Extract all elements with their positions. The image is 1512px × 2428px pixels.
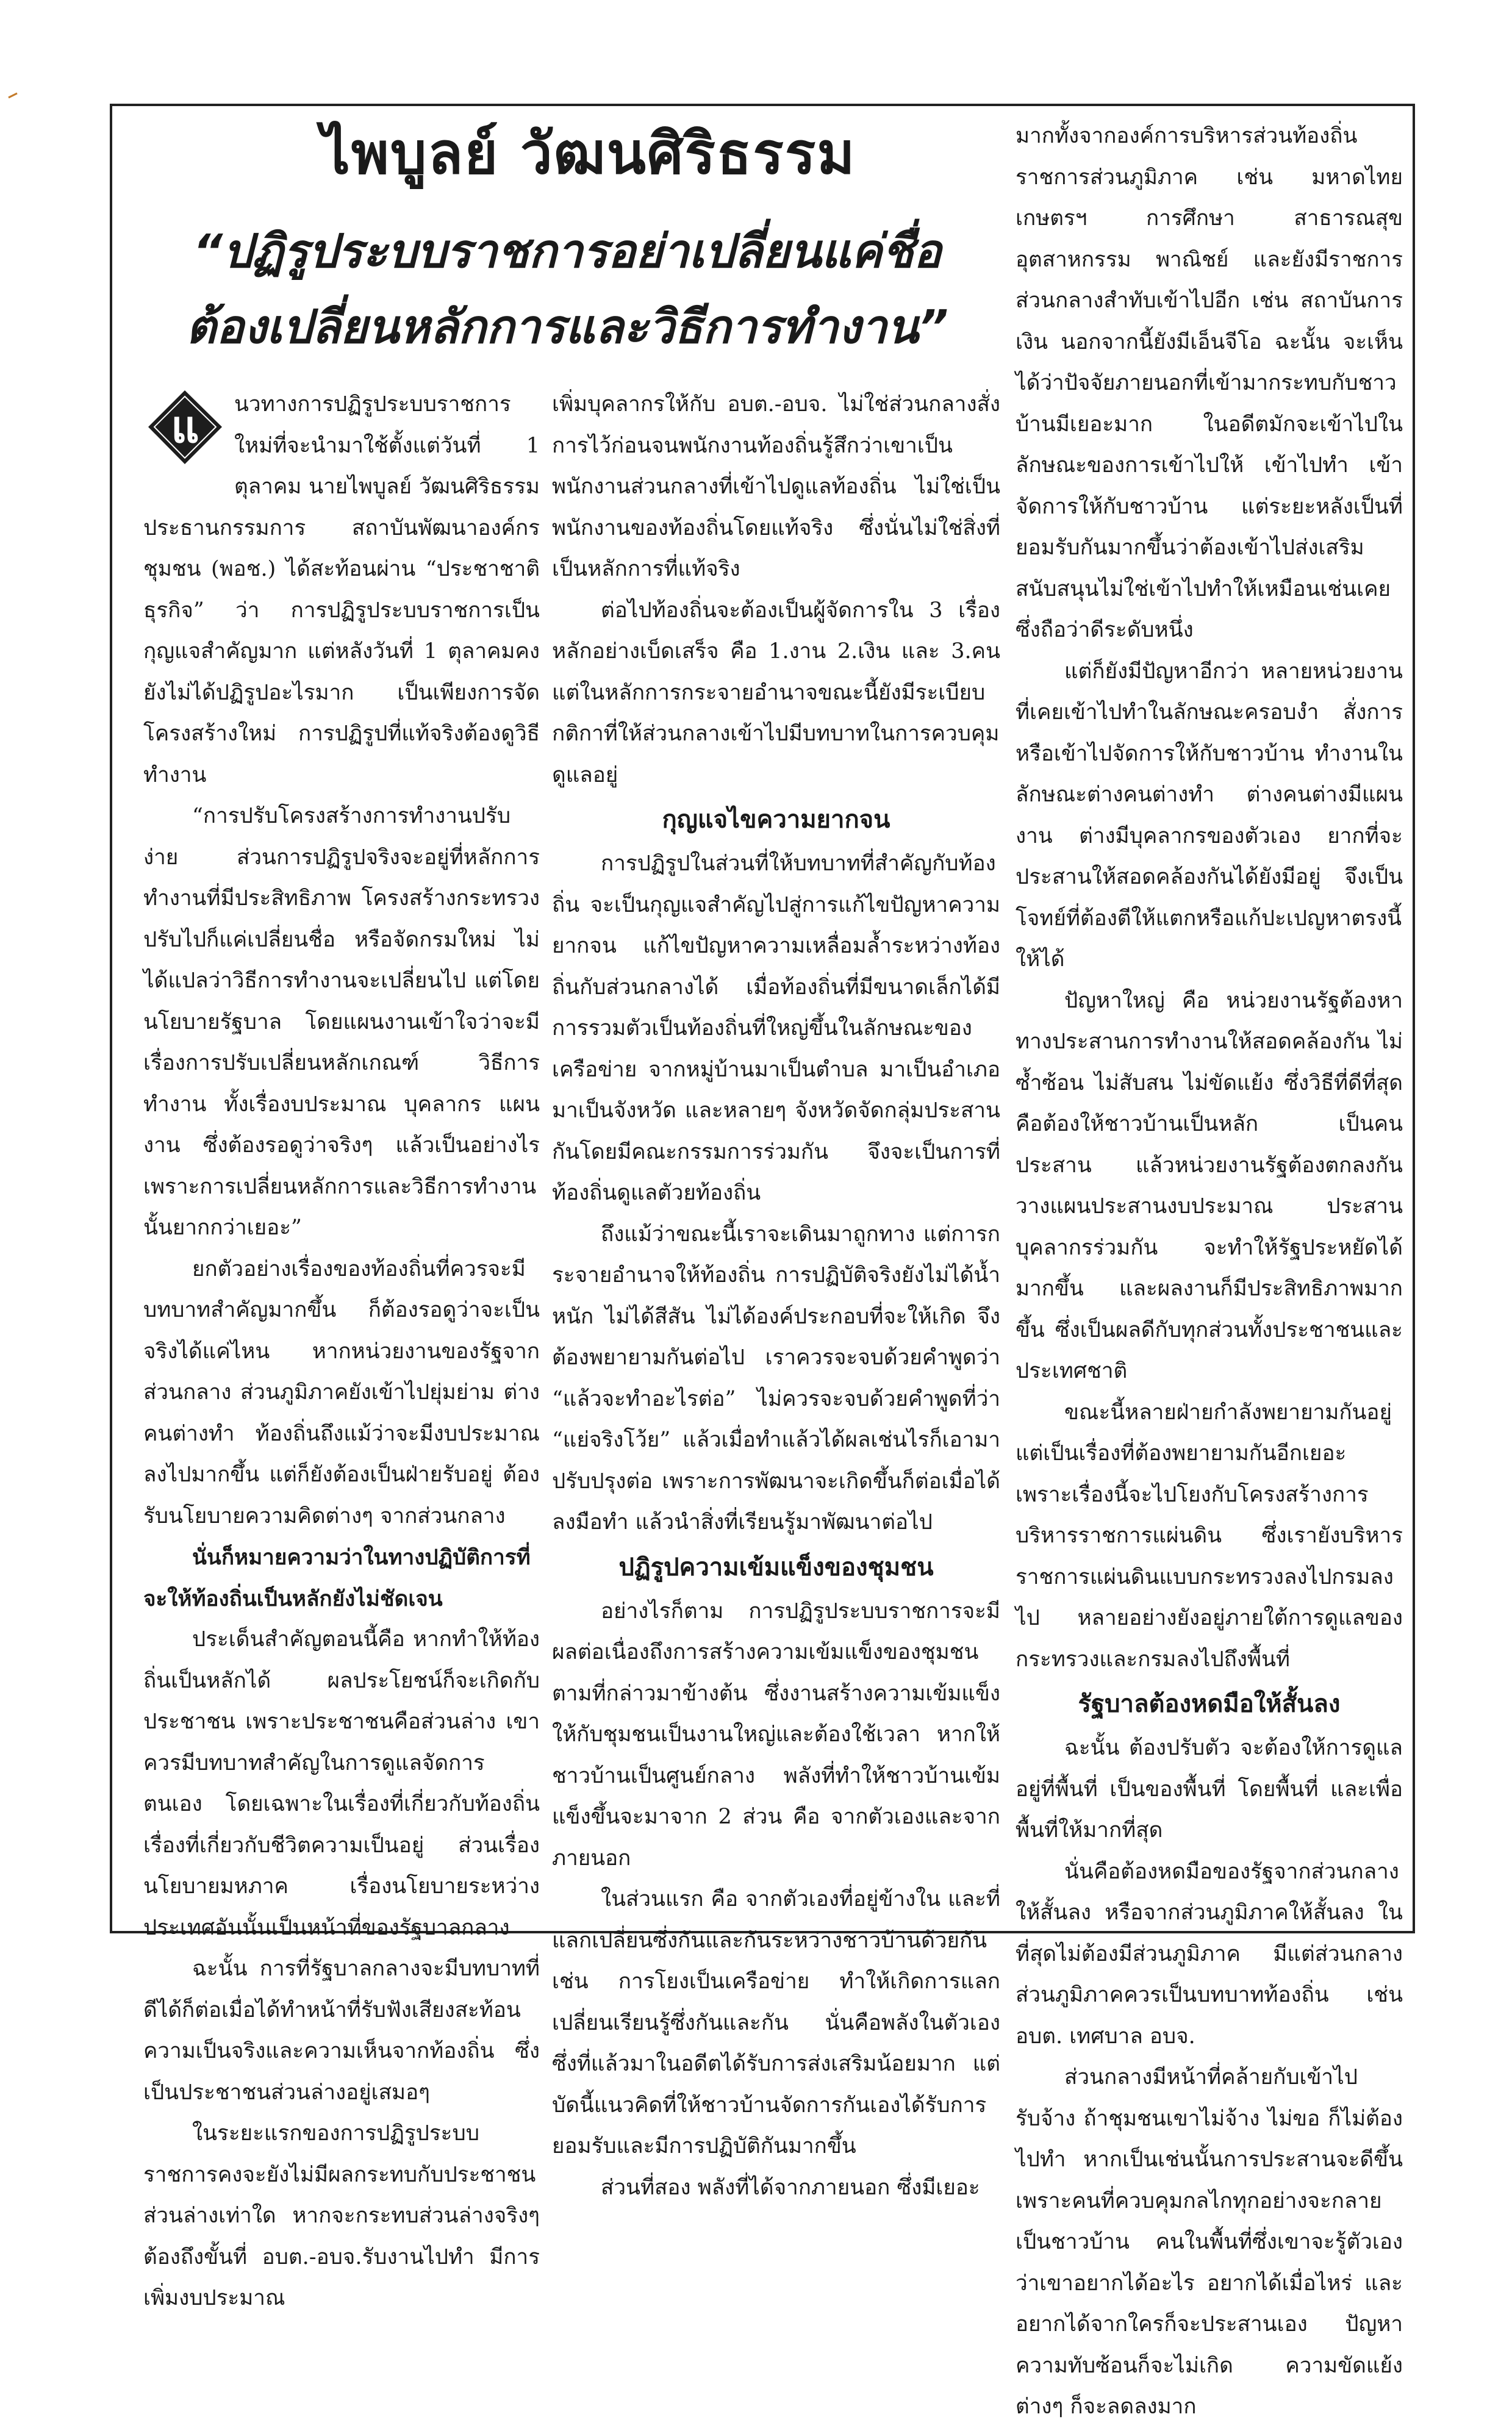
paragraph: ในส่วนแรก คือ จากตัวเองที่อยู่ข้างใน และที่แลกเปลี่ยนซึ่งกันและกันระหว่างชาวบ้านด้วยกัน เช่น การโยงเป็นเครือข่าย ทำให้เกิดการแลกเปลี่ยนเรียนรู้ซึ่งกันและกัน นั่นคือพลังในตัวเอง ซึ่งที่แล้วมาในอดีตได้รับการส่งเสริมน้อยมาก แต่บัดนี้แนวคิดที่ให้ชาวบ้านจัดการกันเองได้รับการยอมรับและมีการปฏิบัติกันมากขึ้น [552,1887,1000,2158]
section-heading: กุญแจไขความยากจน [662,806,890,834]
paragraph: ฉะนั้น การที่รัฐบาลกลางจะมีบทบาทที่ดีได้ก็ต่อเมื่อได้ทำหน้าที่รับฟังเสียงสะท้อนความเป็นจริงและความเห็นจากท้องถิ่น ซึ่งเป็นประชาชนส่วนล่างอยู่เสมอๆ [143,1957,540,2105]
article-subtitle [122,213,1012,365]
dropcap [147,389,223,465]
paragraph: ประเด็นสำคัญตอนนี้คือ หากทำให้ท้องถิ่นเป็นหลักได้ ผลประโยชน์ก็จะเกิดกับประชาชน เพราะประชาชนคือส่วนล่าง เขาควรมีบทบาทสำคัญในการดูแลจัดการตนเอง โดยเฉพาะในเรื่องที่เกี่ยวกับท้องถิ่น เรื่องที่เกี่ยวกับชีวิตความเป็นอยู่ ส่วนเรื่องนโยบายมหภาค เรื่องนโยบายระหว่างประเทศอันนั้นเป็นหน้าที่ของรัฐบาลกลาง [143,1627,540,1940]
paragraph: ยกตัวอย่างเรื่องของท้องถิ่นที่ควรจะมีบทบาทสำคัญมากขึ้น ก็ต้องรอดูว่าจะเป็นจริงได้แค่ไหน หากหน่วยงานของรัฐจากส่วนกลาง ส่วนภูมิภาคยังเข้าไปยุ่มย่าม ต่างคนต่างทำ ท้องถิ่นถึงแม้ว่าจะมีงบประมาณลงไปมากขึ้น แต่ก็ยังต้องเป็นฝ่ายรับอยู่ ต้องรับนโยบายความคิดต่างๆ จากส่วนกลาง [143,1256,540,1528]
paragraph: นั่นคือต้องหดมือของรัฐจากส่วนกลางให้สั้นลง หรือจากส่วนภูมิภาคให้สั้นลง ในที่สุดไม่ต้องมีส่วนภูมิภาค มีแต่ส่วนกลาง ส่วนภูมิภาคควรเป็นบทบาทท้องถิ่น เช่น อบต. เทศบาล อบจ. [1016,1859,1403,2049]
subtitle-line-1: “ปฏิรูประบบราชการอย่าเปลี่ยนแค่ชื่อ [193,224,942,278]
paragraph: ถึงแม้ว่าขณะนี้เราจะเดินมาถูกทาง แต่การกระจายอำนาจให้ท้องถิ่น การปฏิบัติจริงยังไม่ได้น้ำหนัก ไม่ได้สีสัน ไม่ได้องค์ประกอบที่จะให้เกิด จึงต้องพยายามกันต่อไป เราควรจะจบด้วยคำพูดว่า “แล้วจะทำอะไรต่อ” ไม่ควรจะจบด้วยคำพูดที่ว่า “แย่จริงโว้ย” แล้วเมื่อทำแล้วได้ผลเช่นไรก็เอามาปรับปรุงต่อ เพราะการพัฒนาจะเกิดขึ้นก็ต่อเมื่อได้ลงมือทำ แล้วนำสิ่งที่เรียนรู้มาพัฒนาต่อไป [552,1222,1000,1535]
subtitle-line-2: ต้องเปลี่ยนหลักการและวิธีการทำงาน” [186,299,948,354]
paragraph: ฉะนั้น ต้องปรับตัว จะต้องให้การดูแลอยู่ที่พื้นที่ เป็นของพื้นที่ โดยพื้นที่ และเพื่อพื้นที่ให้มากที่สุด [1016,1736,1403,1842]
paragraph: นวทางการปฏิรูประบบราชการใหม่ที่จะนำมาใช้ตั้งแต่วันที่ 1 ตุลาคม นายไพบูลย์ วัฒนศิริธรรม ประธานกรรมการ สถาบันพัฒนาองค์กรชุมชน (พอช.) ได้สะท้อนผ่าน “ประชาชาติธุรกิจ” ว่า การปฏิรูประบบราชการเป็นกุญแจสำคัญมาก แต่หลังวันที่ 1 ตุลาคมคงยังไม่ได้ปฏิรูปอะไรมาก เป็นเพียงการจัดโครงสร้างใหม่ การปฏิรูปที่แท้จริงต้องดูวิธีทำงาน [143,392,540,787]
paragraph: เพิ่มบุคลากรให้กับ อบต.-อบจ. ไม่ใช่ส่วนกลางสั่งการไว้ก่อนจนพนักงานท้องถิ่นรู้สึกว่าเขาเป็นพนักงานส่วนกลางที่เข้าไปดูแลท้องถิ่น ไม่ใช่เป็นพนักงานของท้องถิ่นโดยแท้จริง ซึ่งนั่นไม่ใช่สิ่งที่เป็นหลักการที่แท้จริง [552,392,1000,581]
paragraph: อย่างไรก็ตาม การปฏิรูประบบราชการจะมีผลต่อเนื่องถึงการสร้างความเข้มแข็งของชุมชนตามที่กล่าวมาข้างต้น ซึ่งงานสร้างความเข้มแข็งให้กับชุมชนเป็นงานใหญ่และต้องใช้เวลา หากให้ชาวบ้านเป็นศูนย์กลาง พลังที่ทำให้ชาวบ้านเข้มแข็งขึ้นจะมาจาก 2 ส่วน คือ จากตัวเองและจากภายนอก [552,1599,1000,1871]
paragraph: แต่ก็ยังมีปัญหาอีกว่า หลายหน่วยงานที่เคยเข้าไปทำในลักษณะครอบงำ สั่งการหรือเข้าไปจัดการให้กับชาวบ้าน ทำงานในลักษณะต่างคนต่างทำ ต่างคนต่างมีแผนงาน ต่างมีบุคลากรของตัวเอง ยากที่จะประสานให้สอดคล้องกันได้ยังมีอยู่ จึงเป็นโจทย์ที่ต้องตีให้แตกหรือแก้ปะเปญหาตรงนี้ให้ได้ [1016,659,1403,972]
section-heading: ปฏิรูปความเข้มแข็งของชุมชน [618,1553,934,1581]
paragraph: มากทั้งจากองค์การบริหารส่วนท้องถิ่น ราชการส่วนภูมิภาค เช่น มหาดไทย เกษตรฯ การศึกษา สาธารณสุข อุตสาหกรรม พาณิชย์ และยังมีราชการส่วนกลางสำทับเข้าไปอีก เช่น สถาบันการเงิน นอกจากนี้ยังมีเอ็นจีโอ ฉะนั้น จะเห็นได้ว่าปัจจัยภายนอกที่เข้ามากระทบกับชาวบ้านมีเยอะมาก ในอดีตมักจะเข้าไปในลักษณะของการเข้าไปให้ เข้าไปทำ เข้าจัดการให้กับชาวบ้าน แต่ระยะหลังเป็นที่ยอมรับกันมากขึ้นว่าต้องเข้าไปส่งเสริม สนับสนุนไม่ใช่เข้าไปทำให้เหมือนเช่นเคย ซึ่งถือว่าดีระดับหนึ่ง [1016,124,1403,642]
paragraph: การปฏิรูปในส่วนที่ให้บทบาทที่สำคัญกับท้องถิ่น จะเป็นกุญแจสำคัญไปสู่การแก้ไขปัญหาความยากจน แก้ไขปัญหาความเหลื่อมล้ำระหว่างท้องถิ่นกับส่วนกลางได้ เมื่อท้องถิ่นที่มีขนาดเล็กได้มีการรวมตัวเป็นท้องถิ่นที่ใหญ่ขึ้นในลักษณะของเครือข่าย จากหมู่บ้านมาเป็นตำบล มาเป็นอำเภอ มาเป็นจังหวัด และหลายๆ จังหวัดจัดกลุ่มประสานกันโดยมีคณะกรรมการร่วมกัน จึงจะเป็นการที่ท้องถิ่นดูแลตัวยท้องถิ่น [552,851,1000,1205]
paragraph: ในระยะแรกของการปฏิรูประบบราชการคงจะยังไม่มีผลกระทบกับประชาชนส่วนล่างเท่าใด หากจะกระทบส่วนล่างจริงๆ ต้องถึงขั้นที่ อบต.-อบจ.รับงานไปทำ มีการเพิ่มงบประมาณ [143,2121,540,2310]
paragraph: ขณะนี้หลายฝ่ายกำลังพยายามกันอยู่ แต่เป็นเรื่องที่ต้องพยายามกันอีกเยอะ เพราะเรื่องนี้จะไปโยงกับโครงสร้างการบริหารราชการแผ่นดิน ซึ่งเรายังบริหารราชการแผ่นดินแบบกระทรวงลงไปกรมลงไป หลายอย่างยังอยู่ภายใต้การดูแลของกระทรวงและกรมลงไปถึงพื้นที่ [1016,1400,1403,1672]
column-2 [552,384,1000,2208]
paragraph: ปัญหาใหญ่ คือ หน่วยงานรัฐต้องหาทางประสานการทำงานให้สอดคล้องกัน ไม่ซ้ำซ้อน ไม่สับสน ไม่ขัดแย้ง ซึ่งวิธีที่ดีที่สุดคือต้องให้ชาวบ้านเป็นหลัก เป็นคนประสาน แล้วหน่วยงานรัฐต้องตกลงกัน วางแผนประสานงบประมาณ ประสานบุคลากรร่วมกัน จะทำให้รัฐประหยัดได้มากขึ้น และผลงานก็มีประสิทธิภาพมากขึ้น ซึ่งเป็นผลดีกับทุกส่วนทั้งประชาชนและประเทศชาติ [1016,988,1403,1383]
column-1 [143,384,540,2319]
section-heading: รัฐบาลต้องหดมือให้สั้นลง [1078,1690,1341,1718]
quote-paragraph: “การปรับโครงสร้างการทำงานปรับง่าย ส่วนการปฏิรูปจริงจะอยู่ที่หลักการทำงานที่มีประสิทธิภาพ โครงสร้างกระทรวงปรับไปก็แค่เปลี่ยนชื่อ หรือจัดกรมใหม่ ไม่ได้แปลว่าวิธีการทำงานจะเปลี่ยนไป แต่โดยนโยบายรัฐบาล โดยแผนงานเข้าใจว่าจะมีเรื่องการปรับเปลี่ยนหลักเกณฑ์ วิธีการทำงาน ทั้งเรื่องบประมาณ บุคลากร แผนงาน ซึ่งต้องรอดูว่าจริงๆ แล้วเป็นอย่างไร เพราะการเปลี่ยนหลักการและวิธีการทำงานนั้นยากกว่าเยอะ” [143,804,540,1240]
paragraph: ส่วนที่สอง พลังที่ได้จากภายนอก ซึ่งมีเยอะ [601,2175,980,2200]
emphasis-paragraph: นั่นก็หมายความว่าในทางปฏิบัติการที่จะให้ท้องถิ่นเป็นหลักยังไม่ชัดเจน [143,1545,531,1611]
pen-mark [7,91,20,99]
column-3 [1016,116,1403,2428]
interviewee-name: ไพบูลย์ วัฒนศิริธรรม [321,121,856,187]
paragraph: ต่อไปท้องถิ่นจะต้องเป็นผู้จัดการใน 3 เรื่องหลักอย่างเบ็ดเสร็จ คือ 1.งาน 2.เงิน และ 3.คน แต่ในหลักการกระจายอำนาจขณะนี้ยังมีระเบียบกติกาที่ให้ส่วนกลางเข้าไปมีบทบาทในการควบคุมดูแลอยู่ [552,598,1000,787]
paragraph: ส่วนกลางมีหน้าที่คล้ายกับเข้าไปรับจ้าง ถ้าชุมชนเขาไม่จ้าง ไม่ขอ ก็ไม่ต้องไปทำ หากเป็นเช่นนั้นการประสานจะดีขึ้น เพราะคนที่ควบคุมกลไกทุกอย่างจะกลายเป็นชาวบ้าน คนในพื้นที่ซึ่งเขาจะรู้ตัวเองว่าเขาอยากได้อะไร อยากได้เมื่อไหร่ และอยากได้จากใครก็จะประสานเอง ปัญหาความทับซ้อนก็จะไม่เกิด ความขัดแย้งต่างๆ ก็จะลดลงมาก [1016,2065,1403,2419]
dropcap-letter: แ [171,401,199,453]
